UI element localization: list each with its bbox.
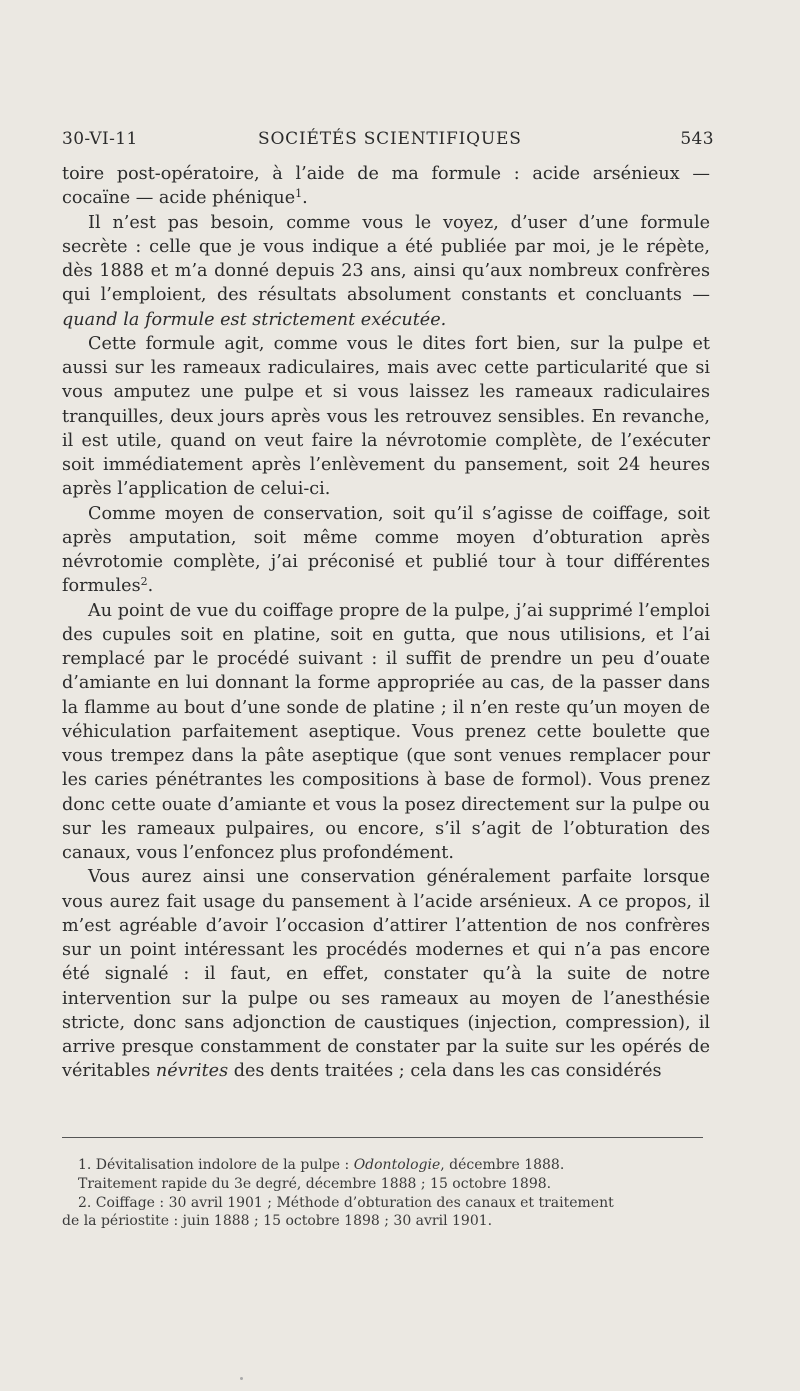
footnote-1 bbox=[62, 1156, 712, 1175]
body-text bbox=[62, 162, 710, 1084]
paragraph-1-text: toire post-opératoire, à l’aide de ma formule : acide arsénieux — cocaïne — acide phénique bbox=[62, 164, 710, 209]
paragraph-6 bbox=[62, 865, 710, 1083]
paragraph-6-text: Vous aurez ainsi une conservation généralement parfaite lorsque vous aurez fait usage du pansement à l’acide arsénieux. A ce propos, il m’est agréable d’avoir l’occasion d’attirer l’attention de nos confrères sur un point intéressant les procédés modernes et qui n’a pas encore été signalé : il faut, en effet, constater qu’à la suite de notre intervention sur la pulpe ou ses rameaux au moyen de l’anesthésie stricte, donc sans adjonction de caustiques (injection, compression), il arrive presque constamment de constater par la suite sur les opérés de véritables bbox=[62, 867, 710, 1082]
footnote-1-text: 1. Dévitalisation indolore de la pulpe : bbox=[78, 1157, 354, 1173]
footnotes bbox=[62, 1156, 712, 1231]
paragraph-2-italic: quand la formule est strictement exécutée. bbox=[62, 309, 447, 330]
paragraph-6-italic: névrites bbox=[155, 1061, 229, 1082]
footnote-2: 2. Coiffage : 30 avril 1901 ; Méthode d’obturation des canaux et traitement bbox=[78, 1194, 614, 1211]
footnote-2-continued: de la périostite : juin 1888 ; 15 octobre 1898 ; 30 avril 1901. bbox=[62, 1213, 493, 1230]
header-title: SOCIÉTÉS SCIENTIFIQUES bbox=[258, 129, 522, 149]
paragraph-4-end: . bbox=[147, 576, 154, 597]
paragraph-2-text: Il n’est pas besoin, comme vous le voyez, d’user d’une formule secrète : celle que je vous indique a été publiée par moi, je le répète, dès 1888 et m’a donné depuis 23 ans, ainsi qu’aux nombreux confrères qui l’emploient, des résultats absolument constants et concluants — bbox=[62, 212, 710, 306]
paragraph-6-tail: des dents traitées ; cela dans les cas considérés bbox=[228, 1061, 662, 1082]
running-header bbox=[62, 129, 714, 155]
footnote-1-journal: Odontologie bbox=[353, 1157, 441, 1173]
paragraph-3 bbox=[62, 332, 710, 502]
footnote-divider bbox=[62, 1137, 703, 1138]
paragraph-5-text: Au point de vue du coiffage propre de la pulpe, j’ai supprimé l’emploi des cupules soit en platine, soit en gutta, que nous utilisions, et l’ai remplacé par le procédé suivant : il suffit de prendre un peu d’ouate d’amiante en lui donnant la forme appropriée au cas, de la passer dans la flamme au bout d’une sonde de platine ; il n’en reste qu’un moyen de véhiculation parfaitement aseptique. Vous prenez cette boulette que vous trempez dans la pâte aseptique (que sont venues remplacer pour les caries pénétrantes les compositions à base de formol). Vous prenez donc cette ouate d’amiante et vous la posez directement sur la pulpe ou sur les rameaux pulpaires, ou encore, s’il s’agit de l’obturation des canaux, vous l’enfoncez plus profondément. bbox=[62, 600, 710, 863]
paragraph-1-end: . bbox=[302, 188, 308, 209]
footnote-1-continued: Traitement rapide du 3e degré, décembre 1888 ; 15 octobre 1898. bbox=[78, 1175, 552, 1192]
paragraph-4-text: Comme moyen de conservation, soit qu’il s’agisse de coiffage, soit après amputation, soit même comme moyen d’obturation après névrotomie complète, j’ai préconisé et publié tour à tour différentes formules bbox=[62, 503, 710, 597]
footnote-ref-1: 1 bbox=[295, 187, 303, 201]
paragraph-5 bbox=[62, 599, 710, 866]
paragraph-3-text: Cette formule agit, comme vous le dites fort bien, sur la pulpe et aussi sur les rameaux radiculaires, mais avec cette particularité que si vous amputez une pulpe et si vous laissez les rameaux radiculaires tranquilles, deux jours après vous les retrouvez sensibles. En revanche, il est utile, quand on veut faire la névrotomie complète, de l’exécuter soit immédiatement après l’enlèvement du pansement, soit 24 heures après l’application de celui-ci. bbox=[62, 333, 710, 500]
page-number: 543 bbox=[680, 129, 714, 149]
header-date: 30-VI-11 bbox=[62, 129, 138, 149]
footnote-1-date: , décembre 1888. bbox=[440, 1157, 565, 1173]
paper-speck bbox=[240, 1377, 243, 1380]
paragraph-1 bbox=[62, 162, 710, 211]
footnote-ref-2: 2 bbox=[140, 575, 148, 589]
paragraph-2 bbox=[62, 211, 710, 332]
paragraph-4 bbox=[62, 502, 710, 599]
